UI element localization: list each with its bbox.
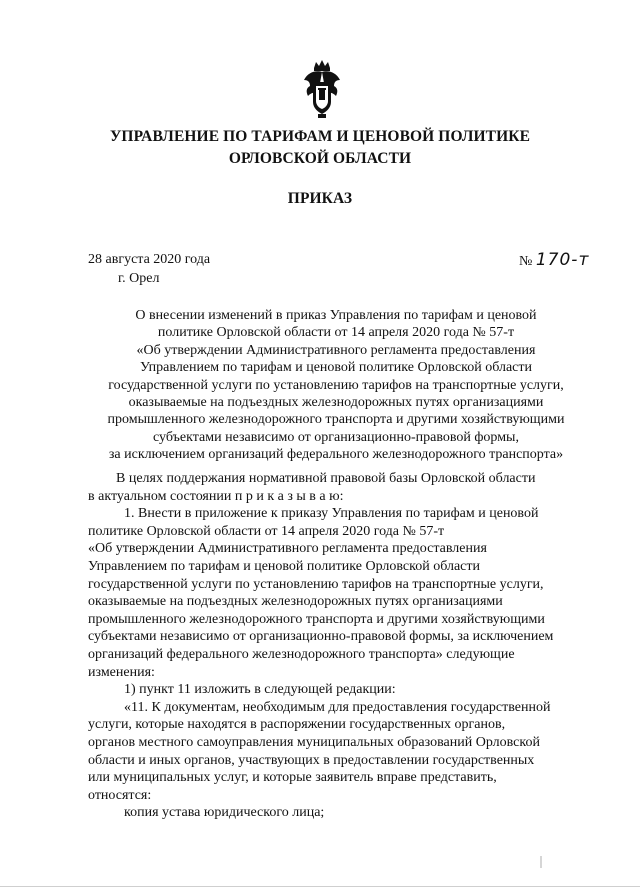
preamble-line: В целях поддержания нормативной правовой базы Орловской области — [116, 471, 536, 486]
item1-line: политике Орловской области от 14 апреля 2020 года № 57-т — [88, 523, 445, 539]
quote-line: относятся: — [88, 787, 152, 803]
item1-line: государственной услуги по установлению тарифов на транспортные услуги, — [88, 576, 544, 592]
item1-line: субъектами независимо от организационно-правовой формы, за исключением — [88, 629, 554, 645]
title-line: субъектами независимо от организационно-правовой формы, — [153, 429, 519, 445]
coat-of-arms-icon — [302, 58, 342, 120]
title-line: Управлением по тарифам и ценовой политике Орловской области — [140, 360, 532, 376]
document-type: ПРИКАЗ — [287, 190, 353, 207]
item1-line: «Об утверждении Административного регламента предоставления — [88, 541, 487, 557]
preamble-line: в актуальном состоянии п р и к а з ы в а ю: — [88, 488, 344, 504]
quote-line: услуги, которые находятся в распоряжении государственных органов, — [88, 717, 506, 733]
item1-line: Управлением по тарифам и ценовой политике Орловской области — [88, 558, 480, 574]
issuer-title: УПРАВЛЕНИЕ ПО ТАРИФАМ И ЦЕНОВОЙ ПОЛИТИКЕ — [109, 128, 531, 145]
title-line: за исключением организаций федерального железнодорожного транспорта» — [108, 447, 564, 463]
number-prefix: № — [519, 254, 533, 269]
order-city: г. Орел — [118, 271, 160, 286]
quote-line: области и иных органов, участвующих в предоставлении государственных — [88, 752, 535, 768]
title-line: «Об утверждении Административного регламента предоставления — [136, 342, 536, 358]
quote-line: или муниципальных услуг, и которые заявитель вправе представить, — [88, 770, 497, 786]
item1-line: оказываемые на подъездных железнодорожных путях организациями — [88, 594, 503, 610]
handwritten-number: 170-т — [535, 250, 590, 270]
list-item: копия устава юридического лица; — [124, 805, 325, 821]
scan-mark — [540, 856, 542, 868]
title-line: оказываемые на подъездных железнодорожных путях организациями — [128, 395, 544, 411]
order-number — [519, 250, 589, 270]
title-line: промышленного железнодорожного транспорта и другими хозяйствующими — [107, 412, 565, 428]
item1-line: промышленного железнодорожного транспорта и другими хозяйствующими — [88, 611, 545, 627]
item1-line: организаций федерального железнодорожного транспорта» следующие — [88, 646, 515, 662]
item1-line: 1. Внести в приложение к приказу Управления по тарифам и ценовой — [124, 506, 539, 522]
title-line: государственной услуги по установлению тарифов на транспортные услуги, — [108, 377, 564, 393]
quote-line: «11. К документам, необходимым для предоставления государственной — [124, 699, 551, 715]
order-body — [88, 470, 584, 822]
order-date: 28 августа 2020 года — [88, 252, 211, 267]
order-title — [88, 307, 584, 464]
title-line: О внесении изменений в приказ Управления по тарифам и ценовой — [135, 308, 537, 323]
subitem-1: 1) пункт 11 изложить в следующей редакции: — [124, 682, 396, 698]
quote-line: органов местного самоуправления муниципальных образований Орловской — [88, 734, 540, 750]
issuer-region: ОРЛОВСКОЙ ОБЛАСТИ — [228, 150, 412, 167]
title-line: политике Орловской области от 14 апреля 2020 года № 57-т — [157, 325, 515, 341]
item1-line: изменения: — [88, 664, 155, 680]
page-edge-divider — [0, 886, 640, 887]
